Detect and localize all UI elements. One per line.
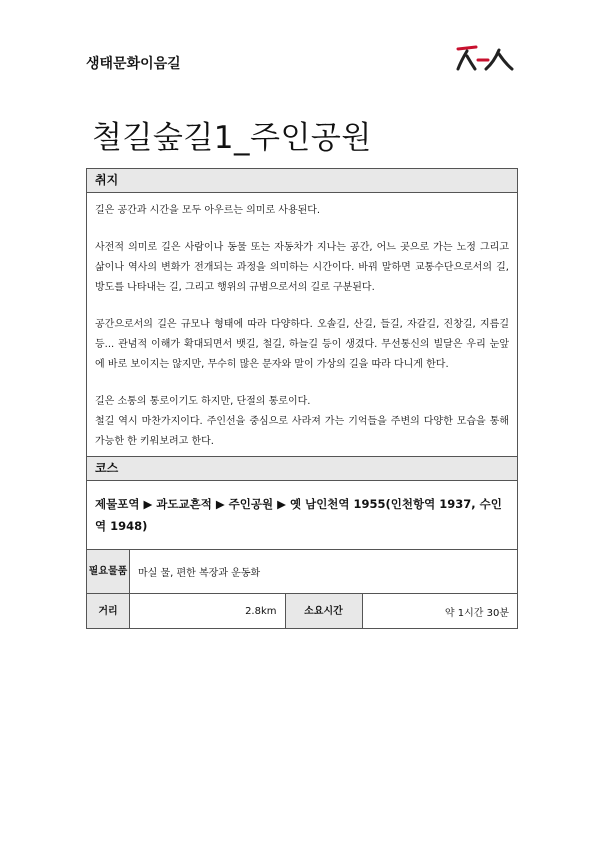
purpose-paragraph: 사전적 의미로 길은 사람이나 동물 또는 자동차가 지나는 공간, 어느 곳으로 가는 노정 그리고 삶이나 역사의 변화가 전개되는 과정을 의미하는 시간이다. 바꿔 말하면 교통수단으로서의 길, 방도를 나타내는 길, 그리고 행위의 규범으로서의 길로 구분된다. bbox=[95, 242, 509, 293]
course-info-table bbox=[86, 168, 518, 629]
purpose-heading: 취지 bbox=[87, 169, 517, 193]
purpose-paragraph: 공간으로서의 길은 규모나 형태에 따라 다양하다. 오솔길, 산길, 들길, 자갈길, 진창길, 지름길 등... 관념적 이해가 확대되면서 뱃길, 철길, 하늘길 등이 생겼다. 무선통신의 빌달은 우리 눈앞에 바로 보이지는 않지만, 무수히 많은 문자와 말이 가상의 길을 따라 다니게 한다. bbox=[95, 319, 509, 370]
course-heading: 코스 bbox=[87, 457, 517, 481]
supplies-value: 마실 물, 편한 복장과 운동화 bbox=[138, 568, 261, 579]
supplies-label: 필요물품 bbox=[87, 550, 130, 593]
purpose-paragraph: 철길 역시 마찬가지이다. 주인선을 중심으로 사라져 가는 기억들을 주변의 다양한 모습을 통해 가능한 한 키워보려고 한다. bbox=[95, 416, 509, 447]
purpose-paragraph: 길은 공간과 시간을 모두 아우르는 의미로 사용된다. bbox=[95, 205, 321, 216]
distance-row bbox=[87, 594, 517, 628]
page-title: 철길숲길1_주인공원 bbox=[92, 120, 372, 156]
supplies-row bbox=[87, 550, 517, 594]
time-label: 소요시간 bbox=[286, 594, 363, 628]
time-value: 약 1시간 30분 bbox=[444, 607, 509, 619]
distance-value: 2.8km bbox=[130, 594, 286, 628]
purpose-body bbox=[87, 193, 517, 457]
course-route: 제물포역 ▶ 과도교흔적 ▶ 주인공원 ▶ 옛 남인천역 1955(인천항역 1937, 수인역 1948) bbox=[87, 481, 517, 550]
purpose-paragraph: 길은 소통의 통로이기도 하지만, 단절의 통로이다. bbox=[95, 396, 311, 407]
header-title: 생태문화이음길 bbox=[86, 56, 181, 72]
brand-logo-icon bbox=[455, 44, 515, 74]
distance-label: 거리 bbox=[87, 594, 130, 628]
